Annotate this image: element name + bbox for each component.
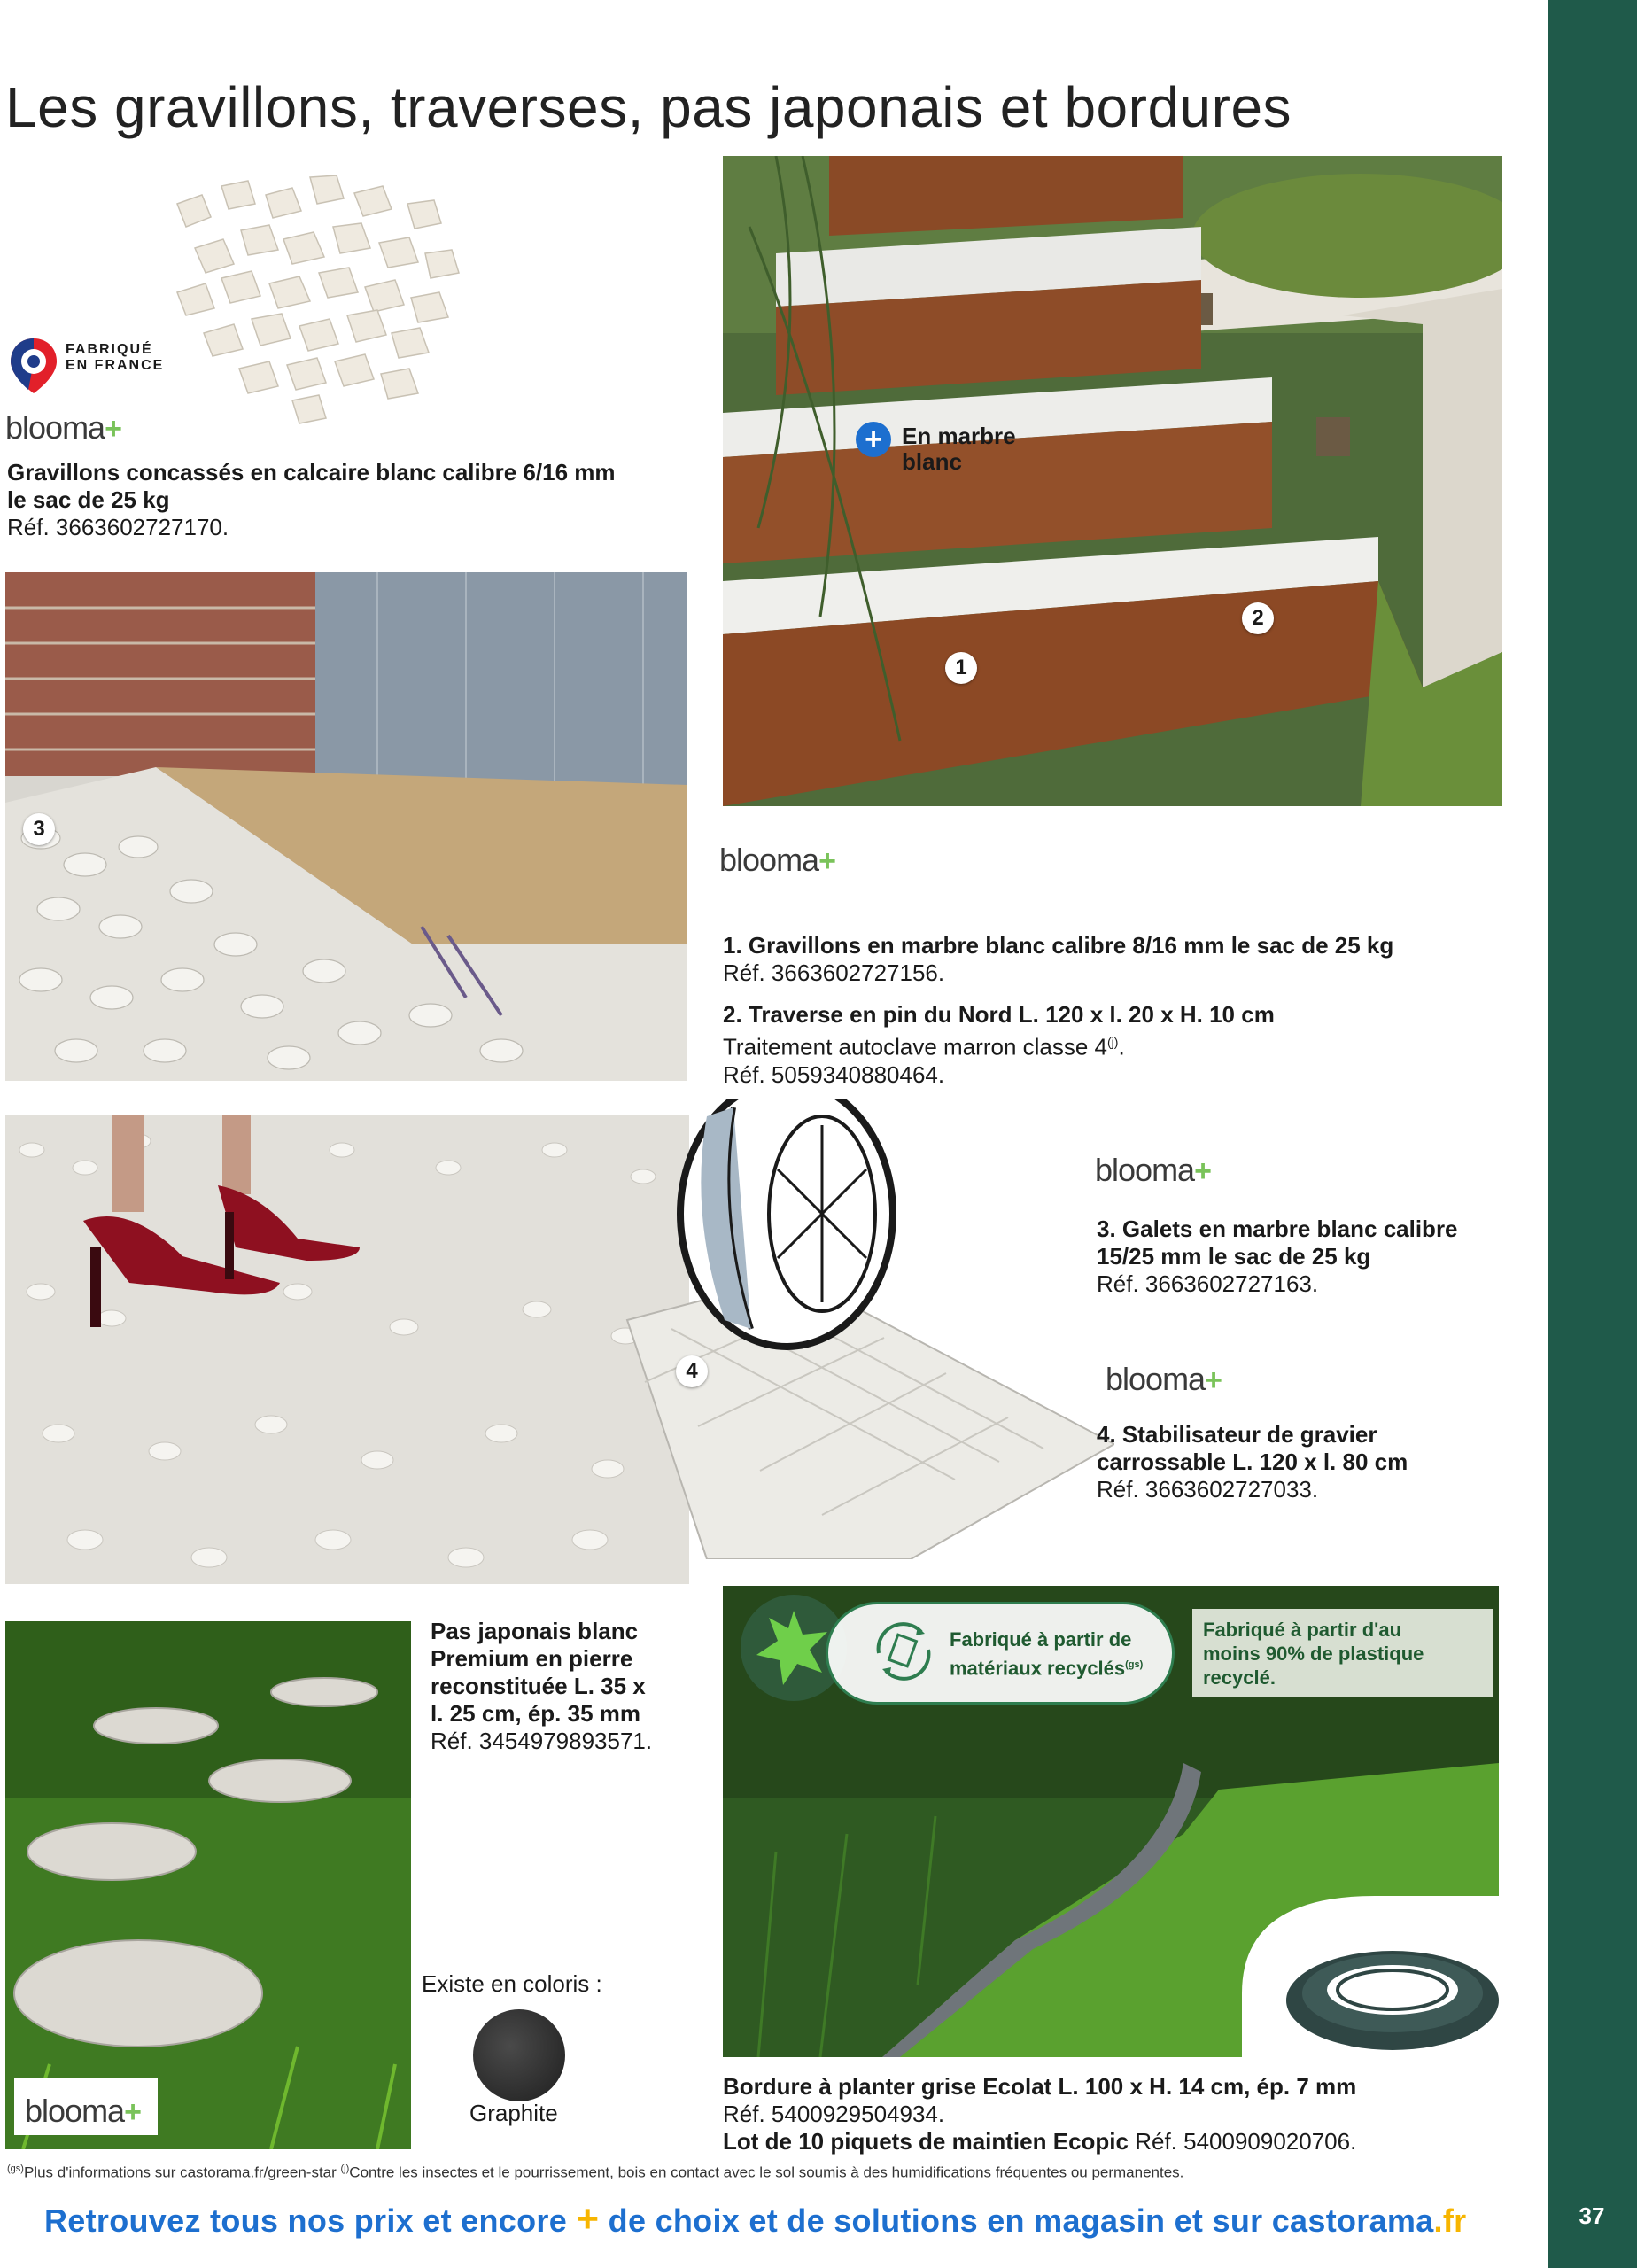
colors-label: Existe en coloris : — [422, 1970, 602, 1997]
recycle-icon — [868, 1618, 939, 1685]
product-2-name: 2. Traverse en pin du Nord L. 120 x l. 20 x H. 10 cm — [723, 1001, 1275, 1028]
banner-text2: de choix et de solutions en magasin et sur castorama — [608, 2202, 1434, 2239]
eco-right-line1: Fabriqué à partir d'au — [1203, 1619, 1402, 1641]
made-in-france-line1: FABRIQUÉ — [66, 342, 153, 357]
product-2 — [723, 1001, 1520, 1089]
pebbles-photo — [5, 572, 687, 1081]
brand-plus-icon-5: + — [124, 2095, 141, 2129]
border-roll-image — [1242, 1896, 1508, 2082]
callout-line1: En marbre — [902, 423, 1016, 449]
banner-domain: .fr — [1433, 2202, 1467, 2239]
product-4-name: 4. Stabilisateur de gravier — [1097, 1421, 1377, 1448]
product-ref: Réf. 3663602727170. — [7, 514, 229, 540]
stone-name-3: reconstituée L. 35 x — [431, 1673, 646, 1699]
product-stepping-stone — [431, 1618, 696, 1755]
eco-right-line3: recyclé. — [1203, 1666, 1276, 1689]
graphite-label: Graphite — [469, 2100, 558, 2126]
brand-logo-4 — [1106, 1361, 1222, 1398]
marker-2: 2 — [1242, 602, 1274, 634]
stairs-photo — [723, 156, 1502, 806]
brand-plus-icon-3: + — [1194, 1154, 1211, 1188]
product-border — [723, 2073, 1520, 2155]
stone-ref: Réf. 3454979893571. — [431, 1728, 653, 1754]
stone-name-2: Premium en pierre — [431, 1645, 633, 1672]
product-1 — [723, 932, 1520, 987]
brand-plus-icon: + — [105, 412, 121, 446]
banner-text1: Retrouvez tous nos prix et encore — [44, 2202, 568, 2239]
heels-gravel-photo — [5, 1115, 689, 1584]
footnote: $^{(gs)}$Plus d'informations sur castorama.fr/green-star $^{(j)}$Contre les insectes et le pourrissement, bois en contact avec le sol soumis à des humidifications fréquentes ou permanentes. — [7, 2163, 1184, 2181]
marker-1: 1 — [945, 652, 977, 684]
product-crushed-gravel — [7, 459, 680, 541]
eco-right-line2: moins 90% de plastique — [1203, 1643, 1424, 1665]
right-sidebar — [1548, 0, 1637, 2268]
stabilizer-image — [618, 1099, 1114, 1559]
product-2-detail: Traitement autoclave marron classe 4$^{(j)}$. — [723, 1033, 1125, 1060]
marble-callout-text — [902, 423, 1016, 475]
plus-circle-icon: + — [856, 422, 891, 457]
product-1-name: 1. Gravillons en marbre blanc calibre 8/16 mm le sac de 25 kg — [723, 932, 1394, 959]
brand-plus-icon-4: + — [1205, 1363, 1222, 1397]
page-number: 37 — [1579, 2202, 1605, 2229]
crushed-gravel-image — [159, 168, 478, 434]
brand-name-4: blooma — [1106, 1361, 1206, 1397]
page-title: Les gravillons, traverses, pas japonais et bordures — [5, 75, 1292, 139]
brand-name-5: blooma — [25, 2093, 125, 2129]
eco-line1: Fabriqué à partir de — [950, 1628, 1132, 1651]
product-name-2: le sac de 25 kg — [7, 486, 170, 513]
product-3-ref: Réf. 3663602727163. — [1097, 1270, 1319, 1297]
eco-line2: matériaux recyclés$^{(gs)}$ — [950, 1657, 1144, 1680]
product-3-name-2: 15/25 mm le sac de 25 kg — [1097, 1243, 1371, 1270]
border-name: Bordure à planter grise Ecolat L. 100 x H. 14 cm, ép. 7 mm — [723, 2073, 1357, 2100]
product-3 — [1097, 1216, 1522, 1298]
bottom-banner — [44, 2197, 1466, 2241]
eco-badge-text — [950, 1627, 1143, 1681]
graphite-swatch — [473, 2009, 565, 2101]
brand-name: blooma — [5, 409, 105, 446]
product-4-name-2: carrossable L. 120 x l. 80 cm — [1097, 1449, 1408, 1475]
marker-4: 4 — [676, 1355, 708, 1387]
brand-logo-2 — [719, 842, 835, 879]
callout-line2: blanc — [902, 448, 962, 475]
brand-name-3: blooma — [1095, 1152, 1195, 1188]
brand-plus-icon-2: + — [818, 844, 835, 878]
stepping-stones-photo — [5, 1621, 411, 2149]
border-accessory: Lot de 10 piquets de maintien Ecopic Réf. 5400909020706. — [723, 2128, 1357, 2155]
stone-name-4: l. 25 cm, ép. 35 mm — [431, 1700, 641, 1727]
brand-name-2: blooma — [719, 842, 819, 878]
stone-name-1: Pas japonais blanc — [431, 1618, 639, 1644]
eco-right-text — [1203, 1618, 1424, 1689]
product-name: Gravillons concassés en calcaire blanc calibre 6/16 mm — [7, 459, 616, 485]
product-1-ref: Réf. 3663602727156. — [723, 959, 945, 986]
france-pin-icon — [7, 335, 60, 397]
made-in-france-badge — [66, 342, 164, 374]
product-3-name: 3. Galets en marbre blanc calibre — [1097, 1216, 1458, 1242]
banner-plus-icon: + — [576, 2197, 600, 2241]
product-2-ref: Réf. 5059340880464. — [723, 1060, 945, 1088]
brand-logo-5 — [25, 2093, 141, 2130]
brand-logo-3 — [1095, 1152, 1211, 1189]
product-4 — [1097, 1421, 1522, 1503]
product-4-ref: Réf. 3663602727033. — [1097, 1476, 1319, 1503]
marker-3: 3 — [23, 813, 55, 845]
made-in-france-line2: EN FRANCE — [66, 358, 165, 373]
brand-logo — [5, 409, 121, 447]
border-ref: Réf. 5400929504934. — [723, 2101, 945, 2127]
